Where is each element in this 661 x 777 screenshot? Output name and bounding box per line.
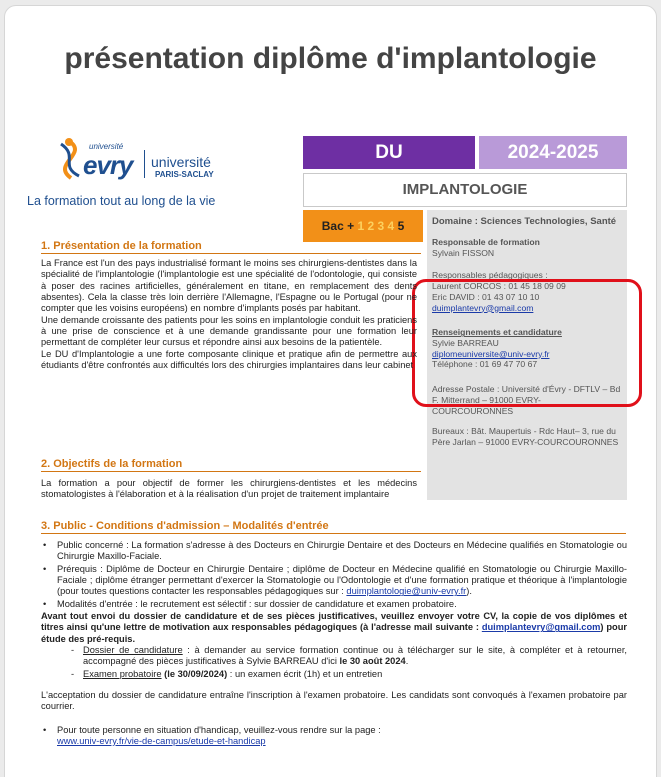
year-badge: 2024-2025: [479, 136, 627, 169]
bac-level: 3: [377, 219, 385, 233]
section2-body: [41, 478, 417, 501]
bullet-public: • Public concerné : La formation s'adresse à des Docteurs en Chirurgie Dentaire et des Docteurs en Médecine qualifiés en Stomatologie ou Chirurgie Maxillo-Faciale.: [41, 540, 627, 563]
dossier-date: le 30 août 2024: [339, 656, 406, 667]
bureaux: Bureaux : Bât. Maupertuis - Rdc Haut– 3, rue du Père Jarlan – 91000 EVRY-COURCOURONNES: [432, 426, 619, 448]
bullet-prerequis-end: ).: [466, 586, 472, 597]
section3-title: 3. Public - Conditions d'admission – Modalités d'entrée: [41, 520, 626, 534]
section1-p3: Le DU d'Implantologie a une forte composante clinique et pratique afin de permettre aux étudiants d'être confrontés aux difficultés lors des chirurgies implantaires dans leur cabinet: [41, 348, 417, 370]
university-logo: [49, 136, 249, 196]
dash-examen: [71, 669, 627, 680]
bac-level: 4: [387, 219, 395, 233]
bullet-modalites: • Modalités d'entrée : le recrutement est sélectif : sur dossier de candidature et examen probatoire.: [41, 599, 627, 610]
bac-level: 2: [367, 219, 375, 233]
adresse: Adresse Postale : Université d'Évry - DFTLV – Bd F. Mitterrand – 91000 EVRY-COURCOURONNES: [432, 384, 621, 416]
resp-peda: [432, 270, 622, 313]
info-column: [427, 210, 627, 500]
resp-formation-label: Responsable de formation: [432, 236, 540, 247]
examen-text: : un examen écrit (1h) et un entretien: [227, 668, 383, 679]
dossier-text: : à demander au service formation continue ou à télécharger sur le site, à compléter et à retourner, accompagné des pièces justificatives à Sylvie BARREAU d'ici: [83, 644, 628, 667]
bold-instructions-end: ) pour étude des pré-requis.: [41, 622, 627, 644]
logo-univ2: université: [151, 154, 211, 170]
section3-bullets: [41, 540, 627, 610]
bold-instructions-text: Avant tout envoi du dossier de candidature et de ses pièces justificatives, veuillez envoyer votre CV, la copie de vos diplômes et titres ainsi qu'une lettre de motivation aux responsables pédagogiques (à l'adresse mail suivante :: [41, 610, 627, 633]
resp-peda-label: Responsables pédagogiques :: [432, 270, 548, 281]
dash-list: [41, 645, 627, 680]
domaine: Domaine : Sciences Technologies, Santé: [432, 216, 617, 227]
bac-level: 1: [357, 219, 365, 233]
renseignements-phone: Téléphone : 01 69 47 70 67: [432, 359, 538, 370]
resp-peda-2: Eric DAVID : 01 43 07 10 10: [432, 291, 540, 302]
renseignements-name: Sylvie BARREAU: [432, 338, 499, 349]
handicap-item: [41, 725, 627, 748]
prerequis-email-link[interactable]: duimplantologie@univ-evry.fr: [346, 586, 467, 597]
logo-univ-small: université: [89, 142, 124, 151]
bullet-prerequis: [41, 564, 627, 598]
renseignements-email-link[interactable]: diplomeuniversite@univ-evry.fr: [432, 348, 550, 359]
section2-title: 2. Objectifs de la formation: [41, 458, 421, 472]
bac-prefix: Bac +: [321, 219, 358, 233]
section2-p1: La formation a pour objectif de former les chirurgiens-dentistes et les médecins stomatologistes à l'élaboration et à la réalisation d'un projet de traitement implantaire: [41, 478, 417, 500]
dossier-end: .: [405, 656, 409, 667]
document-card: [4, 5, 657, 777]
handicap-text: Pour toute personne en situation d'handicap, veuillez-vous rendre sur la page :: [57, 724, 381, 735]
resp-peda-1: Laurent CORCOS : 01 45 18 09 09: [432, 281, 566, 292]
acceptation-text: L'acceptation du dossier de candidature entraîne l'inscription à l'examen probatoire. Les candidats sont convoqués à l'examen probatoire par courrier.: [41, 689, 627, 712]
bac-level-active: 5: [397, 219, 405, 233]
bullet-prerequis-text: Prérequis : Diplôme de Docteur en Chirurgie Dentaire ; diplôme de Docteur en Médecine qualifié en Stomatologie ou Chirurgie Maxillo-Faciale ; diplôme étranger permettant d'exercer la Stomatologie ou l'Odontologie et d'une formation pratique et théorique à l'implantologie (pour toutes questions contacter les responsables pédagogiques sur :: [57, 563, 627, 597]
section1-p1: La France est l'un des pays industrialisé formant le moins ses chirurgiens-dentistes dans la spécialité de l'implantologie (l'implantologie est une spécialité de l'odontologie, qui consiste à poser des racines artificielles, généralement en titane, en remplacement des dents absentes). Cela la classe très loin derrière l'Allemagne, l'Espagne ou le Portugal (pour ne compter que les voisins européens) en nombre d'implants posés par habitant.: [41, 258, 417, 314]
resp-formation: [432, 237, 622, 258]
bold-instructions: [41, 611, 627, 645]
section1-body: [41, 258, 417, 371]
renseignements-label: Renseignements et candidature: [432, 327, 562, 338]
logo-evry: evry: [83, 150, 133, 180]
page-title: présentation diplôme d'implantologie: [64, 42, 597, 75]
logo-divider: [144, 150, 145, 178]
bac-level-badge: [303, 210, 423, 242]
section1-p2: Une demande croissante des patients pour les soins en implantologie conduit les praticiens à une prise de conscience et à une demande grandissante pour une formation leur permettant de compléter leur cursus et répondre ainsi aux besoins de la patientèle.: [41, 314, 417, 348]
subject-title: IMPLANTOLOGIE: [303, 173, 627, 207]
tagline: La formation tout au long de la vie: [27, 194, 216, 208]
renseignements: [432, 327, 622, 370]
brochure: [27, 136, 642, 777]
dossier-label: Dossier de candidature: [83, 644, 183, 655]
section1-title: 1. Présentation de la formation: [41, 240, 421, 254]
bold-email-link[interactable]: duimplantevry@gmail.com: [481, 622, 601, 633]
handicap-link[interactable]: www.univ-evry.fr/vie-de-campus/etude-et-handicap: [57, 735, 266, 746]
du-badge: DU: [303, 136, 475, 169]
resp-peda-email-link[interactable]: duimplantevry@gmail.com: [432, 302, 534, 313]
logo-paris-saclay: PARIS-SACLAY: [155, 170, 214, 179]
dna-helix-icon: [49, 136, 249, 196]
examen-label: Examen probatoire: [83, 668, 162, 679]
handicap-list: [41, 725, 627, 748]
section3-body: [41, 540, 627, 748]
resp-formation-name: Sylvain FISSON: [432, 247, 495, 258]
examen-date: (le 30/09/2024): [161, 668, 228, 679]
dash-dossier: [71, 645, 627, 668]
